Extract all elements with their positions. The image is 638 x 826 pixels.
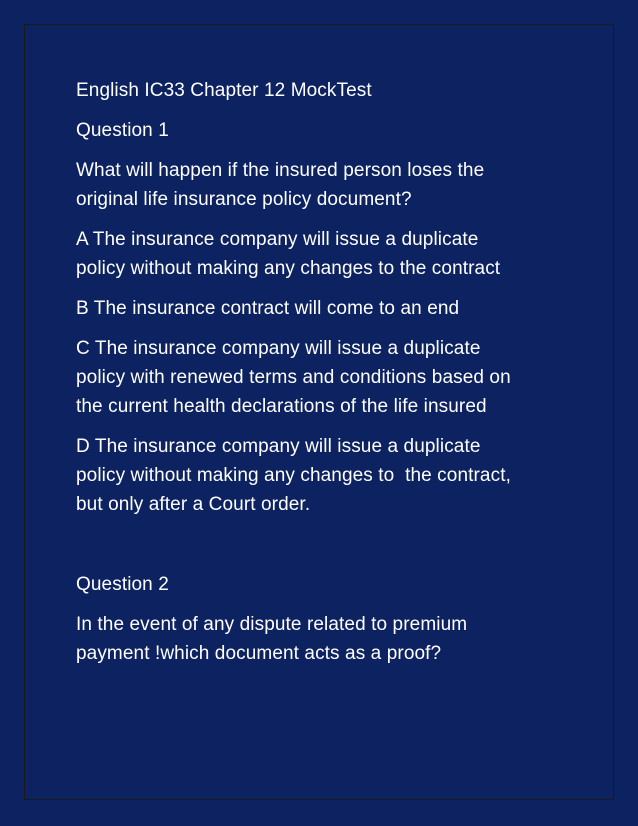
question-2-prompt-line-1: In the event of any dispute related to premium xyxy=(76,614,468,635)
option-c-line-3: the current health declarations of the life insured xyxy=(76,396,487,417)
option-d-line-3: but only after a Court order. xyxy=(76,494,311,515)
question-1-prompt-line-1: What will happen if the insured person loses the xyxy=(76,160,485,181)
question-1-prompt-line-2: original life insurance policy document? xyxy=(76,189,412,210)
option-c-line-2: policy with renewed terms and conditions based on xyxy=(76,367,511,388)
question-2-heading: Question 2 xyxy=(76,574,169,595)
option-b-line-1: B The insurance contract will come to an end xyxy=(76,298,460,319)
question-1-option-c xyxy=(76,334,576,421)
option-d-line-1: D The insurance company will issue a duplicate xyxy=(76,436,481,457)
document-body xyxy=(76,76,576,679)
option-c-line-1: C The insurance company will issue a duplicate xyxy=(76,338,481,359)
question-1-prompt xyxy=(76,156,576,214)
question-1-option-a xyxy=(76,225,576,283)
document-title: English IC33 Chapter 12 MockTest xyxy=(76,80,372,101)
option-d-line-2: policy without making any changes to the contract, xyxy=(76,465,511,486)
question-2-prompt-line-2: payment !which document acts as a proof? xyxy=(76,643,442,664)
option-a-line-1: A The insurance company will issue a duplicate xyxy=(76,229,479,250)
question-1-option-b xyxy=(76,294,576,323)
question-1-heading: Question 1 xyxy=(76,120,169,141)
question-2-prompt xyxy=(76,610,576,668)
option-a-line-2: policy without making any changes to the contract xyxy=(76,258,501,279)
question-1-option-d xyxy=(76,432,576,519)
